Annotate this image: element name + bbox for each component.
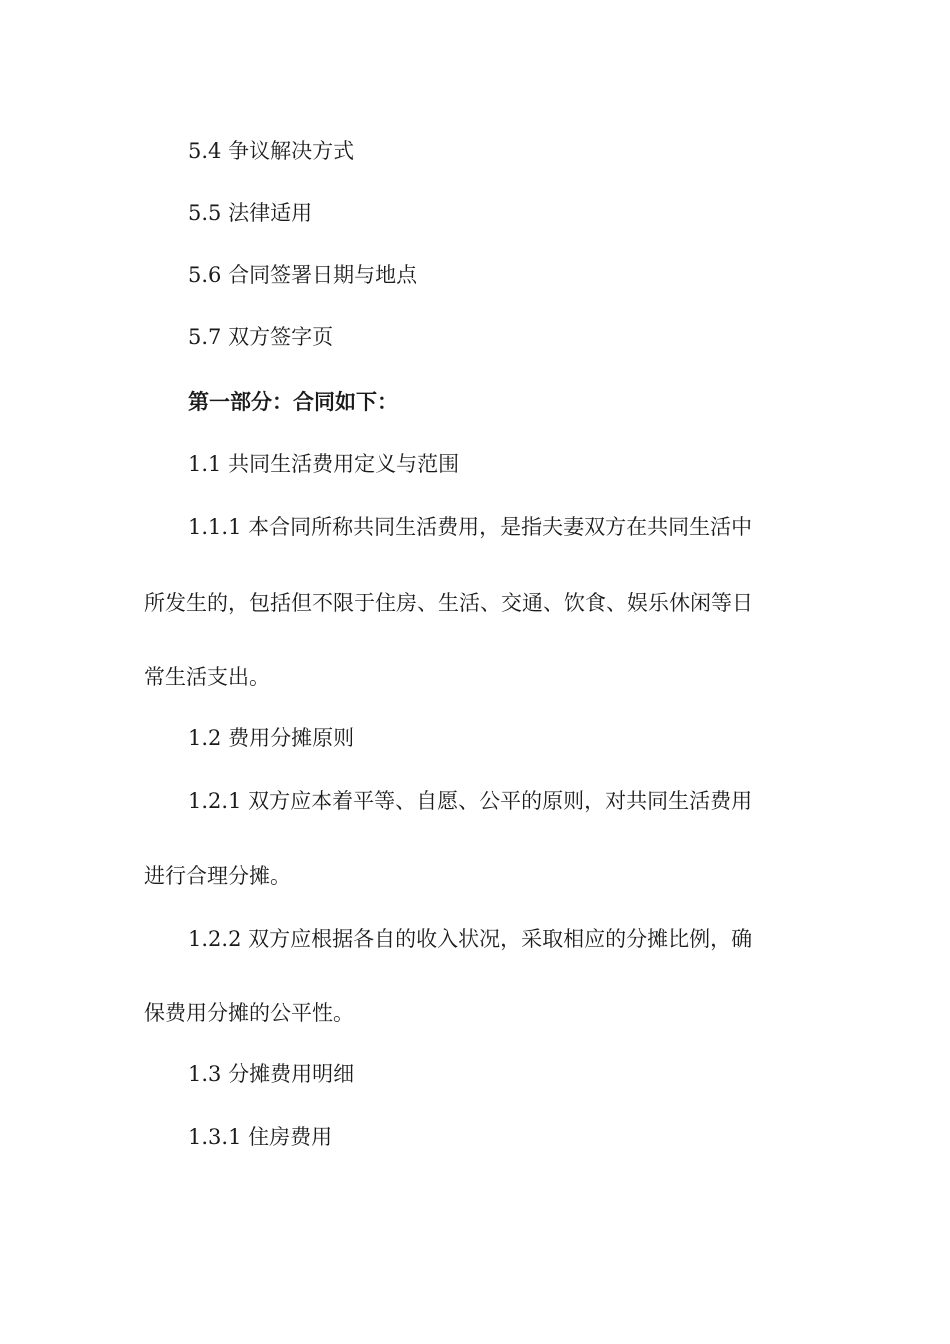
clause-1-1-1-line-2: 所发生的，包括但不限于住房、生活、交通、饮食、娱乐休闲等日 — [144, 591, 753, 615]
toc-item-5-5: 5.5 法律适用 — [188, 201, 313, 225]
toc-item-5-7: 5.7 双方签字页 — [188, 325, 334, 349]
clause-1-1-1-line-1: 1.1.1 本合同所称共同生活费用，是指夫妻双方在共同生活中 — [188, 515, 753, 539]
section-1-1-heading: 1.1 共同生活费用定义与范围 — [188, 452, 460, 476]
clause-1-1-1-line-3: 常生活支出。 — [144, 665, 270, 689]
clause-1-3-1: 1.3.1 住房费用 — [188, 1125, 333, 1149]
toc-item-5-4: 5.4 争议解决方式 — [188, 139, 355, 163]
section-1-3-heading: 1.3 分摊费用明细 — [188, 1062, 355, 1086]
section-1-2-heading: 1.2 费用分摊原则 — [188, 726, 355, 750]
toc-item-5-6: 5.6 合同签署日期与地点 — [188, 263, 418, 287]
clause-1-2-2-line-1: 1.2.2 双方应根据各自的收入状况，采取相应的分摊比例，确 — [188, 927, 753, 951]
clause-1-2-2-line-2: 保费用分摊的公平性。 — [144, 1001, 354, 1025]
part-one-heading: 第一部分：合同如下： — [188, 389, 398, 414]
clause-1-2-1-line-2: 进行合理分摊。 — [144, 864, 291, 888]
clause-1-2-1-line-1: 1.2.1 双方应本着平等、自愿、公平的原则，对共同生活费用 — [188, 789, 753, 813]
